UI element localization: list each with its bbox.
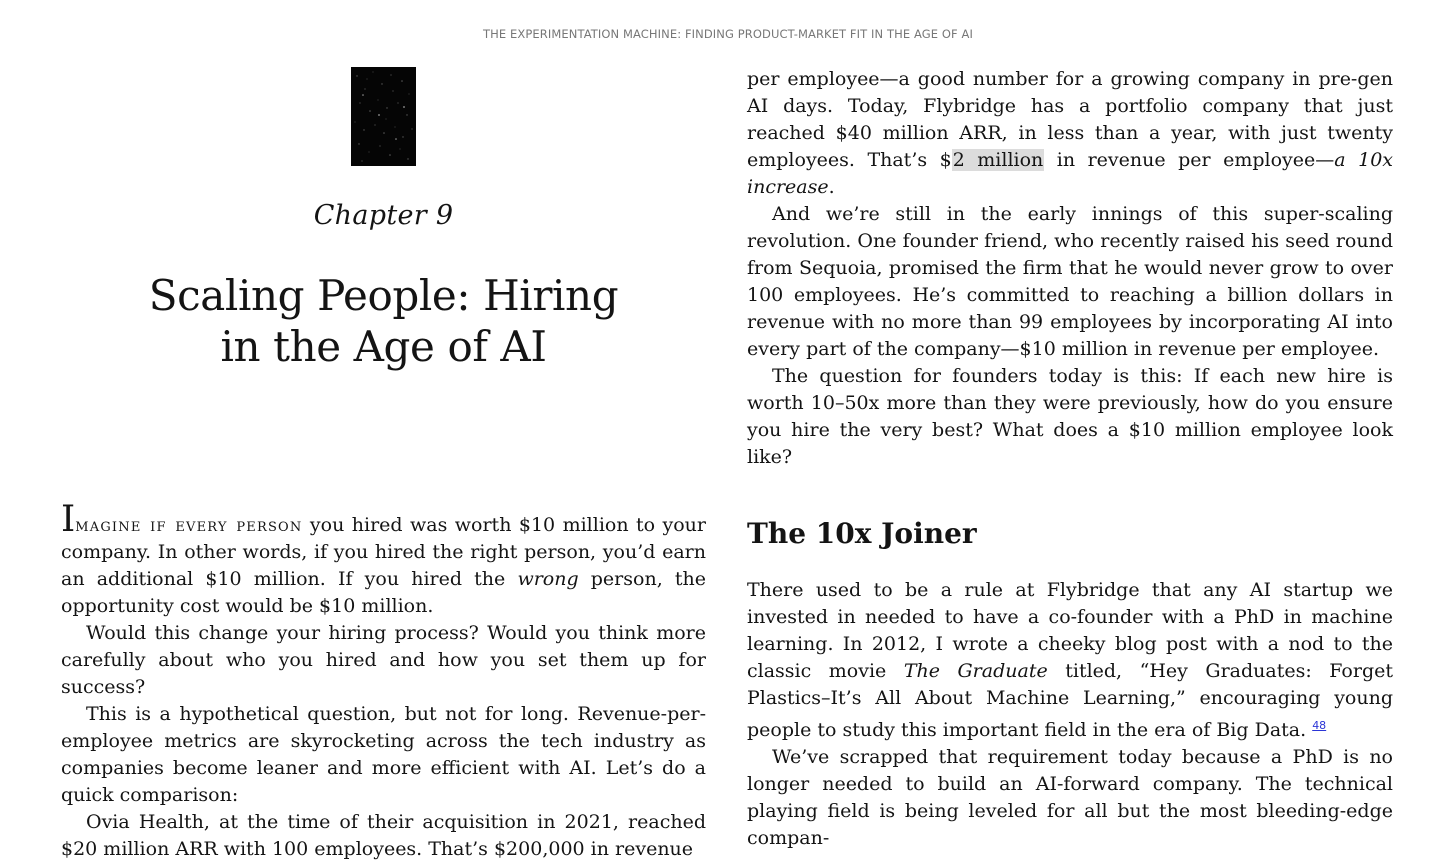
paragraph-text-1: per employee—a good number for a growing company in pre-gen AI days. Today, Flybridge has a portfolio company that just reached $40 million ARR, in less than a year, with just twenty employees. That’s $ (747, 68, 1393, 171)
right-body-text-top (747, 66, 1393, 471)
paragraph: This is a hypothetical question, but not for long. Revenue-per-employee metrics are skyrocketing across the tech industry as companies become leaner and more efficient with AI. Let’s do a quick comparison: (61, 703, 706, 806)
emphasis-text: a 10x increase (747, 149, 1393, 198)
paragraph: Would this change your hiring process? Would you think more carefully about who you hired and how you set them up for success? (61, 622, 706, 698)
paragraph-text-1: There used to be a rule at Flybridge that any AI startup we invested in needed to have a co-founder with a PhD in machine learning. In 2012, I wrote a cheeky blog post with a nod to the classic movie (747, 579, 1393, 682)
paragraph: Ovia Health, at the time of their acquisition in 2021, reached $20 million ARR with 100 employees. That’s $200,000 in revenue (61, 811, 706, 860)
chapter-label: Chapter 9 (313, 200, 454, 231)
left-body-text (61, 499, 707, 863)
paragraph (747, 577, 1393, 744)
opening-emphasis: wrong (517, 568, 579, 590)
paragraph (747, 66, 1393, 201)
highlighted-text[interactable]: 2 million (952, 149, 1044, 171)
running-header: THE EXPERIMENTATION MACHINE: FINDING PRODUCT-MARKET FIT IN THE AGE OF AI (483, 27, 973, 41)
right-body-text-bottom (747, 577, 1393, 852)
section-heading: The 10x Joiner (747, 517, 977, 550)
chapter-title-line-2: in the Age of AI (220, 322, 547, 371)
paragraph-text-2: in revenue per employee— (1044, 149, 1335, 171)
movie-title: The Graduate (903, 660, 1048, 682)
chapter-title (61, 270, 706, 372)
paragraph: We’ve scrapped that requirement today because a PhD is no longer needed to build an AI-forward company. The technical playing field is being leveled for all but the most bleeding-edge compan- (747, 746, 1393, 849)
chapter-title-line-1: Scaling People: Hiring (148, 271, 619, 320)
starfield-image-icon (351, 67, 416, 166)
paragraph: The question for founders today is this: If each new hire is worth 10–50x more than they were previously, how do you ensure you hire the very best? What does a $10 million employee look like? (747, 365, 1393, 468)
opening-text-2: person, the opportunity cost would be $10 million. (61, 568, 706, 617)
drop-cap: I (61, 499, 76, 540)
footnote-link[interactable]: 48 (1312, 719, 1327, 732)
opening-text-1: you hired was worth $10 million to your company. In other words, if you hired the right person, you’d earn an additional $10 million. If you hired the (61, 514, 707, 590)
paragraph-text-2: titled, “Hey Graduates: Forget Plastics–It’s All About Machine Learning,” encouraging young people to study this important field in the era of Big Data. (747, 660, 1393, 741)
opening-paragraph (61, 499, 707, 620)
paragraph: And we’re still in the early innings of this super-scaling revolution. One founder friend, who recently raised his seed round from Sequoia, promised the firm that he would never grow to over 100 employees. He’s committed to reaching a billion dollars in revenue with no more than 99 employees by incorporating AI into every part of the company—$10 million in revenue per employee. (747, 203, 1393, 360)
small-caps-lead: magine if every person (75, 514, 303, 536)
paragraph-text-3: . (828, 176, 835, 198)
